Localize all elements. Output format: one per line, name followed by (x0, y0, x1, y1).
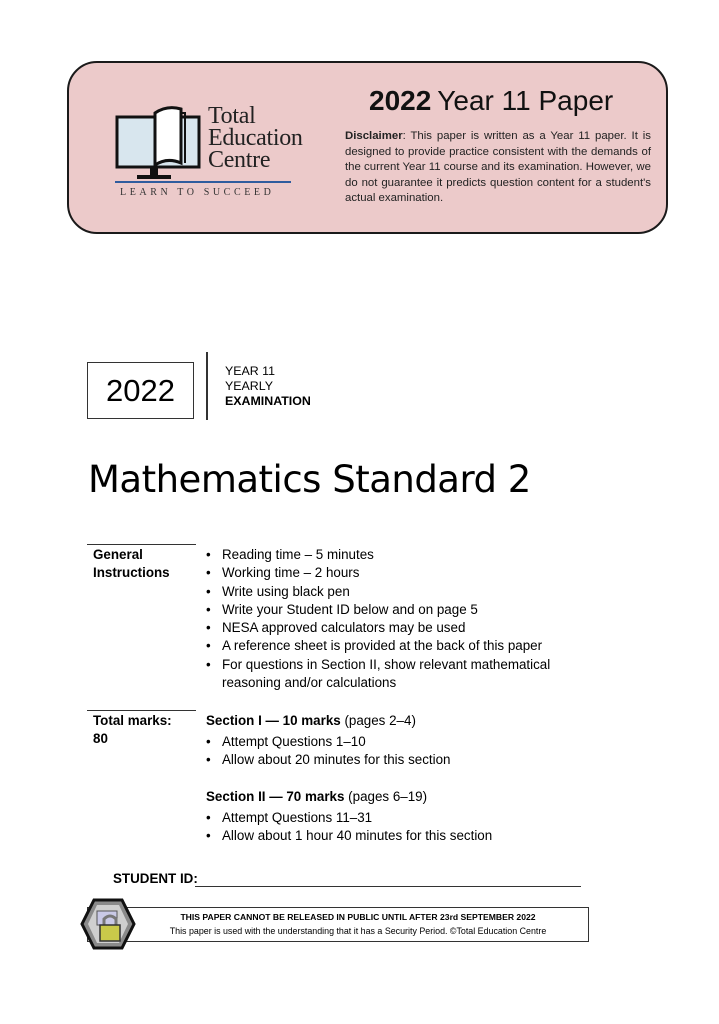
total-marks-value: 80 (93, 731, 108, 746)
logo-word-centre: Centre (208, 147, 271, 173)
total-marks-label-text: Total marks: (93, 713, 172, 728)
disclaimer-text: : This paper is written as a Year 11 paper. It is designed to provide practice consistent with the demands of the current Year 11 course and its examination. However, we do not guarantee it predicts question content for a student's actual examination. (345, 130, 651, 205)
padlock-hexagon-icon (80, 898, 136, 950)
instruction-item: • A reference sheet is provided at the back of this paper (206, 637, 566, 655)
section-2-heading-pages: (pages 6–19) (344, 789, 428, 804)
header-banner (67, 61, 668, 234)
banner-title-rest: Year 11 Paper (437, 85, 614, 116)
section-2-item: • Allow about 1 hour 40 minutes for this section (206, 827, 566, 845)
logo-word-total: Total (208, 103, 256, 129)
instruction-item: • Write your Student ID below and on page 5 (206, 601, 566, 619)
logo-word-education: Education (208, 125, 303, 151)
student-id-label: STUDENT ID: (113, 871, 198, 886)
exam-year-box: 2022 (87, 362, 194, 419)
section-rule (87, 544, 196, 545)
student-id-field[interactable] (195, 886, 581, 887)
section-2-heading-bold: Section II — 70 marks (206, 789, 345, 804)
security-notice-line2: This paper is used with the understanding that it has a Security Period. ©Total Education Centre (169, 926, 547, 936)
total-education-centre-logo (115, 103, 303, 203)
section-2-heading (206, 788, 427, 806)
instruction-item: • Working time – 2 hours (206, 564, 566, 582)
security-notice (87, 907, 589, 942)
section-1-heading-bold: Section I — 10 marks (206, 713, 341, 728)
instruction-item: • Write using black pen (206, 583, 566, 601)
exam-type-line3: EXAMINATION (225, 394, 311, 408)
general-instructions-label (93, 546, 170, 582)
section-1-heading-pages: (pages 2–4) (340, 713, 416, 728)
subject-title: Mathematics Standard 2 (88, 458, 531, 501)
security-notice-line1: THIS PAPER CANNOT BE RELEASED IN PUBLIC UNTIL AFTER 23rd SEPTEMBER 2022 (180, 912, 536, 922)
logo-tagline: LEARN TO SUCCEED (120, 187, 275, 198)
logo-rule (115, 181, 291, 183)
general-instructions-label-line1: General (93, 547, 143, 562)
instruction-item: • Reading time – 5 minutes (206, 546, 566, 564)
general-instructions-list (206, 546, 566, 692)
instruction-item: • For questions in Section II, show relevant mathematical reasoning and/or calculations (206, 656, 566, 693)
banner-title (369, 85, 613, 117)
disclaimer (345, 129, 651, 207)
section-1-item: • Attempt Questions 1–10 (206, 733, 566, 751)
section-1-list (206, 733, 566, 770)
exam-type (225, 364, 311, 409)
section-rule (87, 710, 196, 711)
general-instructions-label-line2: Instructions (93, 565, 170, 580)
banner-title-year: 2022 (369, 85, 432, 116)
instruction-item: • NESA approved calculators may be used (206, 619, 566, 637)
section-2-list (206, 809, 566, 846)
book-monitor-icon (115, 103, 205, 181)
vertical-divider (206, 352, 208, 420)
section-1-item: • Allow about 20 minutes for this section (206, 751, 566, 769)
section-2-item: • Attempt Questions 11–31 (206, 809, 566, 827)
section-1-heading (206, 712, 416, 730)
disclaimer-label: Disclaimer (345, 130, 403, 142)
total-marks-label (93, 712, 172, 748)
exam-type-line1: YEAR 11 (225, 364, 276, 378)
exam-type-line2: YEARLY (225, 379, 273, 393)
